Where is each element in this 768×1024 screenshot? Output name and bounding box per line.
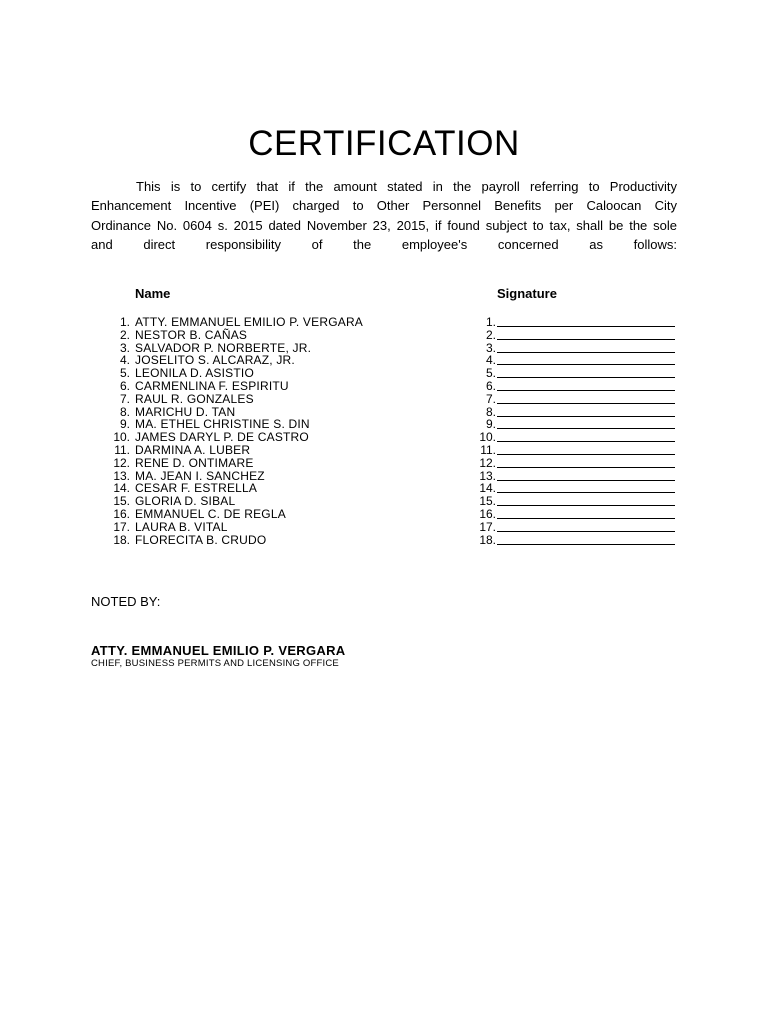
employee-number: 14.	[113, 481, 130, 496]
list-item	[0, 316, 768, 329]
list-item	[0, 521, 768, 534]
employee-number: 3.	[119, 340, 130, 355]
employee-name: JOSELITO S. ALCARAZ, JR.	[135, 353, 295, 368]
employee-number: 15.	[113, 494, 130, 509]
employee-number: 12.	[113, 455, 130, 470]
employee-name: RAUL R. GONZALES	[135, 391, 254, 406]
employee-name: DARMINA A. LUBER	[135, 442, 251, 457]
list-item	[0, 444, 768, 457]
employee-name: CESAR F. ESTRELLA	[135, 481, 258, 496]
signature-line	[497, 518, 675, 519]
employee-number: 7.	[119, 391, 130, 406]
noted-by-label: NOTED BY:	[91, 594, 161, 609]
signature-line	[497, 377, 675, 378]
employee-name: LEONILA D. ASISTIO	[135, 366, 254, 381]
signature-number: 3.	[485, 340, 496, 355]
signature-number: 6.	[485, 378, 496, 393]
certification-paragraph	[91, 177, 677, 254]
signature-line	[497, 531, 675, 532]
signatory-title: CHIEF, BUSINESS PERMITS AND LICENSING OFFICE	[91, 658, 339, 669]
signature-line	[497, 454, 675, 455]
employee-name: MARICHU D. TAN	[135, 404, 236, 419]
list-item	[0, 329, 768, 342]
list-item	[0, 406, 768, 419]
paragraph-line: Enhancement Incentive (PEI) charged to Other Personnel Benefits per Caloocan City	[91, 198, 677, 214]
employee-number: 2.	[119, 327, 130, 342]
employee-name: FLORECITA B. CRUDO	[135, 532, 267, 547]
employee-name: MA. ETHEL CHRISTINE S. DIN	[135, 417, 310, 432]
signature-line	[497, 441, 675, 442]
paragraph-line: This is to certify that if the amount stated in the payroll referring to Productivity	[136, 179, 677, 194]
signature-number: 7.	[485, 391, 496, 406]
employee-name: MA. JEAN I. SANCHEZ	[135, 468, 265, 483]
list-item	[0, 342, 768, 355]
list-item	[0, 534, 768, 547]
signature-line	[497, 428, 675, 429]
employee-number: 6.	[119, 378, 130, 393]
signature-line	[497, 480, 675, 481]
signature-line	[497, 390, 675, 391]
signature-line	[497, 467, 675, 468]
signature-number: 5.	[485, 366, 496, 381]
signature-line	[497, 403, 675, 404]
list-item	[0, 508, 768, 521]
paragraph-line: and direct responsibility of the employee's concerned as follows:	[91, 236, 677, 252]
signature-number: 8.	[485, 404, 496, 419]
employee-name: CARMENLINA F. ESPIRITU	[135, 378, 289, 393]
name-column-header: Name	[135, 286, 171, 301]
employee-number: 5.	[119, 366, 130, 381]
employee-name: JAMES DARYL P. DE CASTRO	[135, 430, 309, 445]
signature-number: 2.	[485, 327, 496, 342]
employee-number: 4.	[119, 353, 130, 368]
signature-number: 16.	[479, 506, 496, 521]
signature-number: 18.	[479, 532, 496, 547]
signature-number: 11.	[480, 442, 496, 457]
signature-line	[497, 352, 675, 353]
signature-number: 9.	[485, 417, 496, 432]
list-item	[0, 457, 768, 470]
document-title: CERTIFICATION	[248, 124, 520, 163]
signature-number: 15.	[479, 494, 496, 509]
employee-name: RENE D. ONTIMARE	[135, 455, 254, 470]
employee-number: 17.	[113, 519, 130, 534]
employee-name: EMMANUEL C. DE REGLA	[135, 506, 286, 521]
signature-number: 17.	[479, 519, 496, 534]
employee-name: ATTY. EMMANUEL EMILIO P. VERGARA	[135, 315, 364, 329]
employee-list	[0, 316, 768, 546]
signature-line	[497, 416, 675, 417]
employee-number: 18.	[113, 532, 130, 547]
signature-line	[497, 492, 675, 493]
signature-line	[497, 364, 675, 365]
signature-number: 4.	[485, 353, 496, 368]
signature-number: 10.	[479, 430, 496, 445]
employee-name: GLORIA D. SIBAL	[135, 494, 236, 509]
signature-line	[497, 326, 675, 327]
signature-number: 1.	[485, 315, 496, 329]
employee-name: SALVADOR P. NORBERTE, JR.	[135, 340, 312, 355]
list-item	[0, 354, 768, 367]
employee-number: 9.	[119, 417, 130, 432]
signature-line	[497, 505, 675, 506]
list-item	[0, 367, 768, 380]
employee-number: 11.	[114, 442, 130, 457]
employee-name: LAURA B. VITAL	[135, 519, 228, 534]
paragraph-line: Ordinance No. 0604 s. 2015 dated November 23, 2015, if found subject to tax, shall be the sole	[91, 217, 677, 233]
employee-name: NESTOR B. CAÑAS	[135, 327, 248, 342]
list-item	[0, 380, 768, 393]
employee-number: 16.	[113, 506, 130, 521]
signature-line	[497, 544, 675, 545]
list-item	[0, 393, 768, 406]
employee-number: 8.	[119, 404, 130, 419]
employee-number: 1.	[119, 315, 130, 329]
signature-number: 13.	[479, 468, 496, 483]
signature-number: 14.	[479, 481, 496, 496]
signature-column-header: Signature	[497, 286, 557, 301]
employee-number: 10.	[113, 430, 130, 445]
employee-number: 13.	[113, 468, 130, 483]
signature-line	[497, 339, 675, 340]
signatory-name: ATTY. EMMANUEL EMILIO P. VERGARA	[91, 643, 346, 658]
signature-number: 12.	[479, 455, 496, 470]
